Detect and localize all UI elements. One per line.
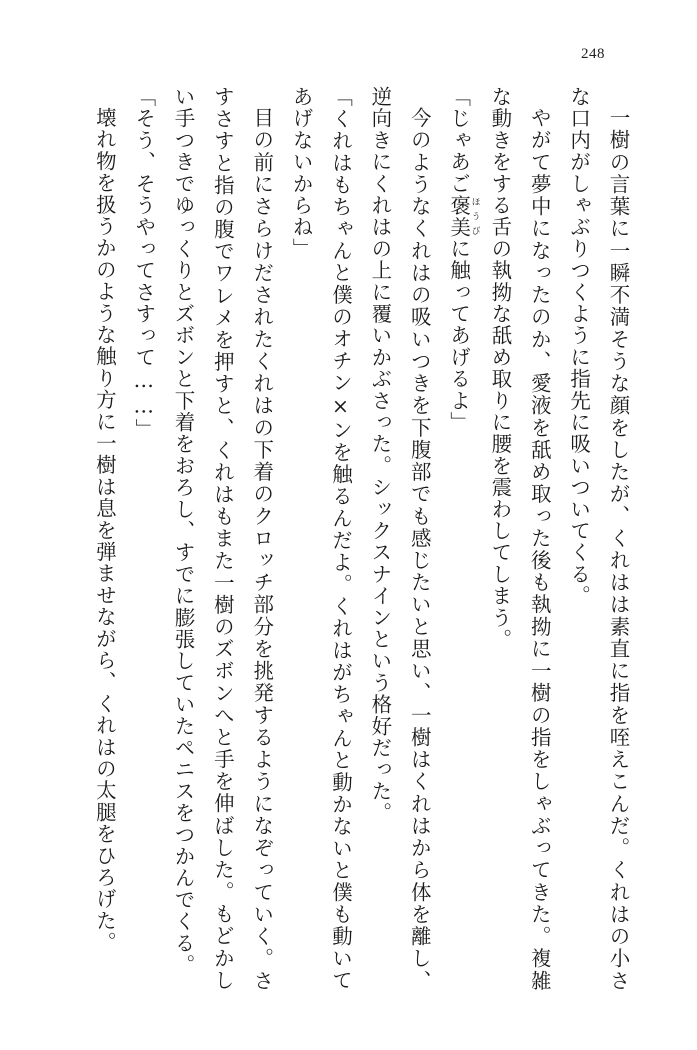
dialogue-open-quote: 「じゃあご — [446, 86, 471, 195]
ruby-reading: ほうび — [469, 194, 480, 238]
page-number: 248 — [581, 46, 605, 62]
dialogue-close: に触ってあげるよ」 — [446, 237, 471, 434]
ruby-houbi: 褒美 ほうび — [446, 194, 480, 238]
paragraph: 壊れ物を扱うかのような触り方に一樹は息を弾ませながら、くれはの太腿をひろげた。 — [92, 106, 117, 953]
paragraph: 今のようなくれはの吸いつきを下腹部でも感じたいと思い、一樹はくれはから体を離し、逆向きにくれはの上に覆いかぶさった。シックスナインという格好だった。 — [367, 86, 432, 991]
dialogue-line: 「そう、そうやってさすって……」 — [131, 86, 156, 441]
page-body-text — [62, 86, 637, 991]
paragraph: 目の前にさらけだされたくれはの下着のクロッチ部分を挑発するようになぞっていく。さすさすと指の腹でワレメを押すと、くれはもまた一樹のズボンへと手を伸ばした。もどかしい手つきでゆっくりとズボンと下着をおろし、すでに膨張していたペニスをつかんでくる。 — [171, 86, 274, 991]
paragraph: やがて夢中になったのか、愛液を舐め取った後も執拗に一樹の指をしゃぶってきた。複雑な動きをする舌の執拗な舐め取りに腰を震わしてしまう。 — [487, 86, 552, 991]
dialogue-line: 「くれはもちゃんと僕のオチン×ンを触るんだよ。くれはがちゃんと動かないと僕も動いてあげないからね」 — [289, 86, 353, 991]
dialogue-line — [438, 86, 479, 991]
paragraph: 一樹の言葉に一瞬不満そうな顔をしたが、くれはは素直に指を咥えこんだ。くれはの小さな口内がしゃぶりつくように指先に吸いついてくる。 — [566, 86, 630, 991]
